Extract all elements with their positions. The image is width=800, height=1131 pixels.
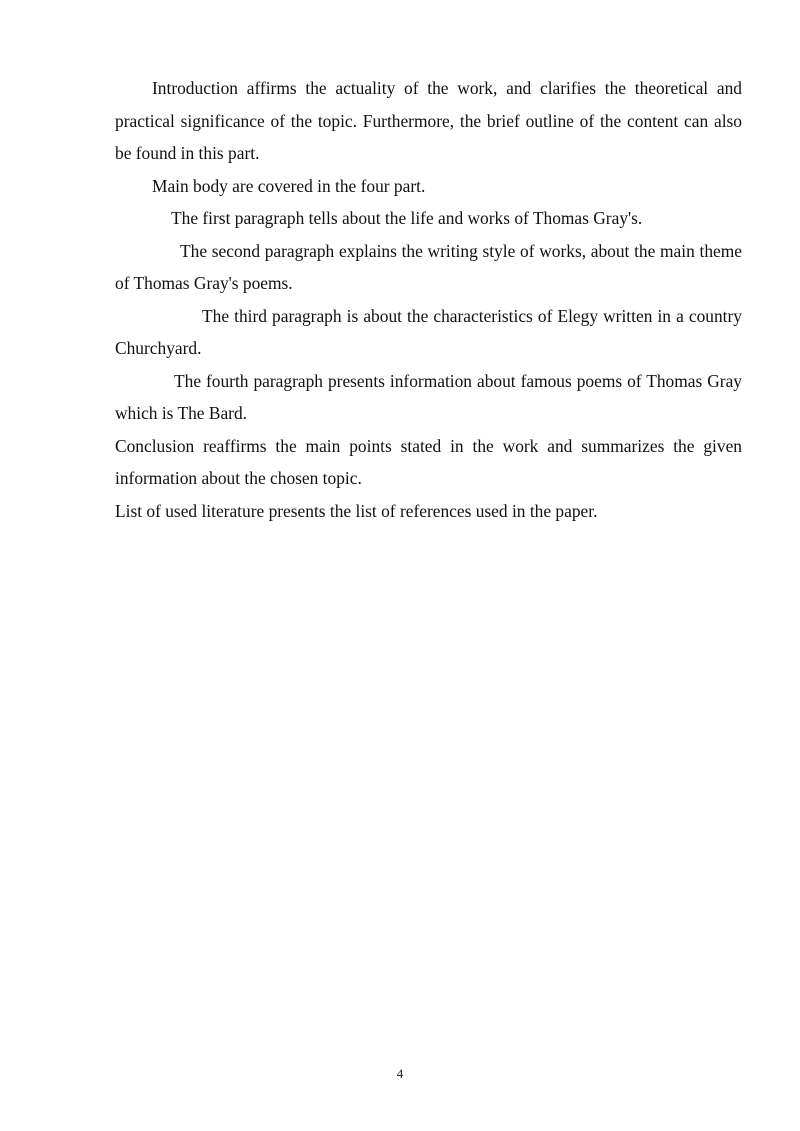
- paragraph-introduction: Introduction affirms the actuality of the work, and clarifies the theoretical and practical significance of the topic. Furthermore, the brief outline of the content can also be found in this part.: [115, 78, 742, 163]
- paragraph-third: The third paragraph is about the characteristics of Elegy written in a country Churchyard.: [115, 305, 742, 358]
- page-number: 4: [396, 1066, 404, 1081]
- paragraph-second: The second paragraph explains the writing style of works, about the main theme of Thomas Gray's poems.: [115, 240, 742, 293]
- paragraph-literature: List of used literature presents the list of references used in the paper.: [115, 500, 598, 521]
- document-body: [115, 72, 742, 527]
- paragraph-main-body: Main body are covered in the four part.: [152, 175, 426, 196]
- paragraph-fourth: The fourth paragraph presents information about famous poems of Thomas Gray which is The Bard.: [115, 370, 742, 423]
- paragraph-first: The first paragraph tells about the life and works of Thomas Gray's.: [171, 208, 643, 228]
- paragraph-conclusion: Conclusion reaffirms the main points stated in the work and summarizes the given information about the chosen topic.: [115, 435, 742, 488]
